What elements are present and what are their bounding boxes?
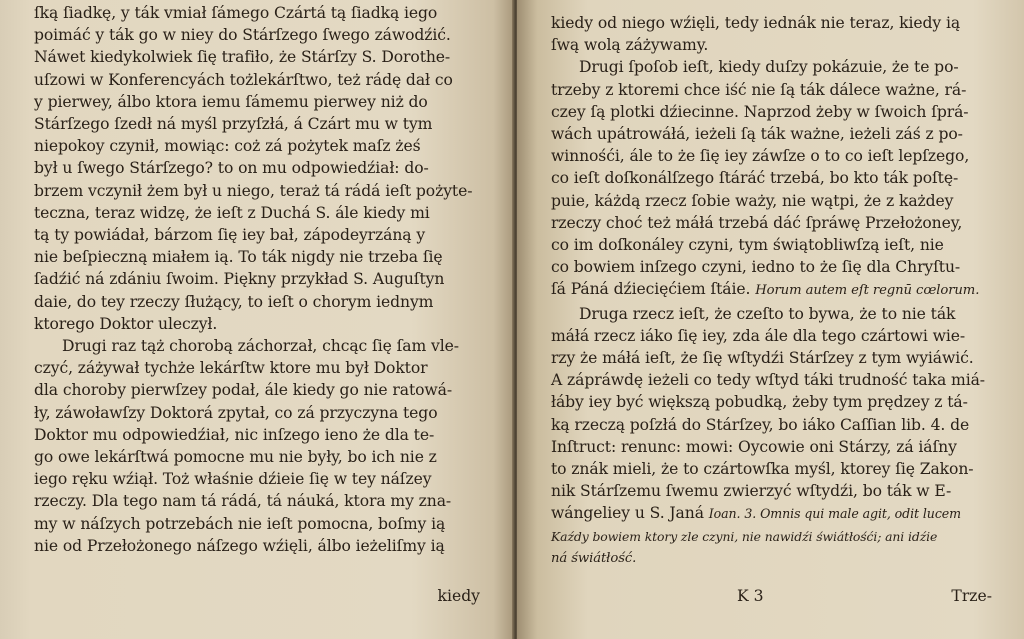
text-line: dla choroby pierwſzey podał, ále kiedy go nie ratowá- bbox=[34, 381, 453, 400]
italic-line: Kaźdy bowiem ktory zle czyni, nie nawidźi świátłośći; ani idźie bbox=[551, 528, 938, 544]
right-page-text bbox=[551, 12, 999, 570]
text-line: A zápráwdę ieżeli co tedy wſtyd táki trudność taka miá- bbox=[551, 371, 985, 390]
text-line: puie, káżdą rzecz ſobie waży, nie wątpi, że z każdey bbox=[551, 191, 954, 210]
text-line: daie, do tey rzeczy ſłużący, to ieſt o chorym iednym bbox=[34, 292, 434, 311]
text-segment: ſá Páná dźiecięćiem ſtáie. bbox=[551, 280, 751, 299]
text-line: brzem vczynił żem był u niego, teraż tá rádá ieſt pożyte- bbox=[34, 181, 473, 200]
text-line: czey ſą plotki dźiecinne. Naprzod żeby w ſwoich ſprá- bbox=[551, 102, 969, 121]
text-line: ſadźić ná zdániu ſwoim. Piękny przykład S. Auguſtyn bbox=[34, 270, 445, 289]
left-catchword: kiedy bbox=[437, 587, 480, 605]
text-line: rzeczy choć też máłá trzebá dáć ſpráwę Przełożoney, bbox=[551, 213, 963, 232]
text-line: rzeczy. Dla tego nam tá rádá, tá náuká, ktora my zna- bbox=[34, 492, 452, 511]
text-line: niepokoy czynił, mowiąc: coż zá pożytek maſz żeś bbox=[34, 137, 421, 156]
text-line: Inſtruct: renunc: mowi: Oycowie oni Stárzy, zá iáſny bbox=[551, 437, 957, 456]
text-line: łáby iey być większą pobudką, żeby tym prędzey z tá- bbox=[551, 393, 968, 412]
latin-quote: Ioan. 3. Omnis qui male agit, odit lucem bbox=[708, 506, 961, 522]
text-line: my w náſzych potrzebách nie ieſt pomocna, boſmy ią bbox=[34, 514, 446, 533]
text-line: wách upátrowáłá, ieżeli ſą ták ważne, ieżeli záś z po- bbox=[551, 125, 963, 144]
text-line: y pierwey, álbo ktora iemu ſámemu pierwey niż do bbox=[34, 92, 428, 111]
text-line: Doktor mu odpowiedźiał, nic inſzego ieno że dla te- bbox=[34, 425, 435, 444]
text-line: nie od Przełożonego náſzego wźięli, álbo ieżeliſmy ią bbox=[34, 536, 445, 555]
text-line: winnośći, ále to że ſię iey záwſze o to co ieſt lepſzego, bbox=[551, 147, 970, 166]
text-line: kiedy od niego wźięli, tedy iednák nie teraz, kiedy ią bbox=[551, 14, 961, 32]
text-line: nik Stárſzemu ſwemu zwierzyć wſtydźi, bo ták w E- bbox=[551, 482, 952, 501]
text-line: Náwet kiedykolwiek ſię trafiło, że Stárſzy S. Dorothe- bbox=[34, 48, 451, 67]
text-line: trzeby z ktoremi chce iść nie ſą ták dálece ważne, rá- bbox=[551, 80, 967, 99]
text-line: poimáć y ták go w niey do Stárſzego ſwego záwodźić. bbox=[34, 26, 451, 45]
text-line: teczna, teraz widzę, że ieſt z Duchá S. ále kiedy mi bbox=[34, 203, 430, 222]
text-line: ktorego Doktor uleczył. bbox=[34, 314, 218, 333]
text-line: ką rzeczą poſzłá do Stárſzey, bo iáko Caſſian lib. 4. de bbox=[551, 415, 970, 434]
text-line: czyć, záżywał tychże lekárſtw ktore mu był Doktor bbox=[34, 359, 428, 378]
text-line: máłá rzecz iáko ſię iey, zda ále dla tego czártowi wie- bbox=[551, 326, 966, 345]
text-line bbox=[551, 278, 999, 302]
text-line: rzy że máłá ieſt, że ſię wſtydźi Stárſzey z tym wyiáwić. bbox=[551, 349, 974, 368]
right-catchword: Trze- bbox=[951, 587, 992, 605]
text-line: co bowiem inſzego czyni, iedno to że ſię dla Chryſtu- bbox=[551, 258, 961, 277]
text-line: ſwą wolą záżywamy. bbox=[551, 36, 709, 55]
text-line: był u ſwego Stárſzego? to on mu odpowiedźiał: do- bbox=[34, 159, 429, 178]
italic-line: ná świátłość. bbox=[551, 550, 637, 566]
right-page bbox=[517, 0, 1024, 639]
left-page-text bbox=[34, 2, 490, 557]
text-line: nie beſpieczną miałem ią. To ták nigdy nie trzeba ſię bbox=[34, 248, 443, 267]
text-line: co im doſkonáley czyni, tym świątobliwſzą ieſt, nie bbox=[551, 236, 944, 255]
text-line: iego ręku wźiął. Toż właśnie dźieie ſię w tey náſzey bbox=[34, 470, 432, 489]
text-line bbox=[551, 502, 999, 525]
text-line: co ieſt doſkonálſzego ſtáráć trzebá, bo kto ták poſtę- bbox=[551, 169, 959, 188]
paragraph-start-line: Drugi ſpoſob ieſt, kiedy duſzy pokázuie, że te po- bbox=[579, 58, 959, 77]
signature-mark: K 3 bbox=[737, 587, 764, 605]
text-line: go owe lekárſtwá pomocne mu nie były, bo ich nie z bbox=[34, 448, 437, 467]
text-line: uſzowi w Konferencyách tożlekárſtwo, też rádę dał co bbox=[34, 70, 453, 89]
text-line: tą ty powiádał, bárzom ſię iey bał, zápodeyrzáną y bbox=[34, 226, 426, 245]
text-segment: wángeliey u S. Janá bbox=[551, 504, 704, 523]
text-line: to znák mieli, że to czártowſka myśl, ktorey ſię Zakon- bbox=[551, 460, 974, 479]
text-line: ſką ſiadkę, y ták vmiał ſámego Czártá tą ſiadką iego bbox=[34, 4, 438, 22]
paragraph-start-line: Drugi raz tąż chorobą záchorzał, chcąc ſię ſam vle- bbox=[62, 337, 459, 356]
latin-quote: Horum autem eſt regnū cœlorum. bbox=[755, 283, 980, 299]
text-line: ły, záwoławſzy Doktorá zpytał, co zá przyczyna tego bbox=[34, 403, 438, 422]
text-line: Stárſzego ſzedł ná myśl przyſzłá, á Czárt mu w tym bbox=[34, 115, 433, 134]
paragraph-start-line: Druga rzecz ieſt, że czeſto to bywa, że to nie ták bbox=[579, 304, 956, 323]
